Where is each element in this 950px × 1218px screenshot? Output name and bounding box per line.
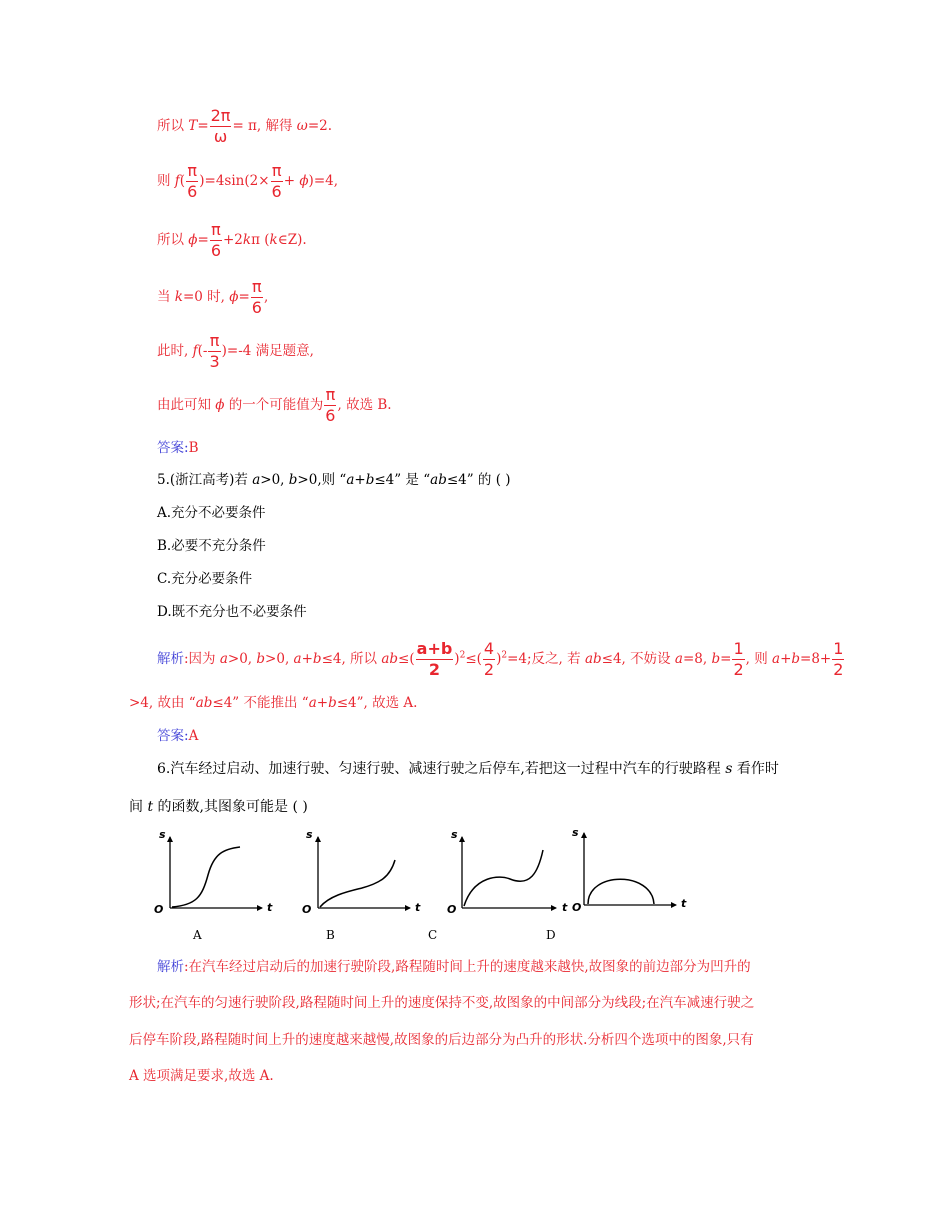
x-axis-label: t — [415, 901, 421, 914]
y-axis-label: s — [451, 828, 458, 841]
x-axis-label: t — [562, 901, 568, 914]
q5-answer: 答案:A — [157, 728, 199, 744]
q6-solution-line-3: 后停车阶段,路程随时间上升的速度越来越慢,故图象的后边部分为凸升的形状.分析四个选项中的图象,只有 — [129, 1032, 754, 1048]
q5-solution-line-2: >4, 故由 “ab≤4” 不能推出 “a+b≤4”, 故选 A. — [129, 695, 418, 711]
fraction-pi-over-6: $\frac{\pi}{6}$ — [210, 220, 221, 260]
q6-stem-line-2: 间 t 的函数,其图象可能是 ( ) — [129, 799, 308, 815]
caption-b: B — [326, 928, 335, 942]
graph-d — [572, 826, 687, 914]
q4-answer: 答案:B — [157, 440, 199, 456]
q4-solution-line-2: 则 f( $\frac{\pi}{6}$ )=4sin(2× $\frac{\pi}{6}$ + ϕ)=4, — [157, 161, 339, 201]
caption-a: A — [193, 928, 202, 942]
caption-d: D — [546, 928, 556, 942]
origin-label: O — [154, 903, 164, 916]
fraction-pi-over-6: $\frac{\pi}{6}$ — [325, 385, 336, 425]
graph-b — [302, 828, 421, 916]
x-axis-label: t — [267, 901, 273, 914]
origin-label: O — [572, 901, 582, 914]
q5-option-a: A.充分不必要条件 — [157, 505, 266, 521]
q4-solution-line-3: 所以 ϕ= $\frac{\pi}{6}$ +2kπ (k∈Z). — [157, 220, 307, 260]
q5-option-c: C.充分必要条件 — [157, 571, 253, 587]
q6-solution-line-2: 形状;在汽车的匀速行驶阶段,路程随时间上升的速度保持不变,故图象的中间部分为线段;在汽车减速行驶之 — [129, 995, 755, 1011]
q6-stem-line-1: 6.汽车经过启动、加速行驶、匀速行驶、减速行驶之后停车,若把这一过程中汽车的行驶路程 s 看作时 — [157, 761, 779, 777]
y-axis-label: s — [159, 828, 166, 841]
q6-graphs — [0, 825, 950, 945]
q6-solution-line-1: 解析:在汽车经过启动后的加速行驶阶段,路程随时间上升的速度越来越快,故图象的前边部分为凹升的 — [157, 959, 751, 975]
x-axis-label: t — [681, 897, 687, 910]
y-axis-label: s — [306, 828, 313, 841]
graph-a — [154, 828, 273, 916]
q5-option-d: D.既不充分也不必要条件 — [157, 604, 307, 620]
q4-solution-line-5: 此时, f(- $\frac{\pi}{3}$ )=-4 满足题意, — [157, 331, 314, 371]
origin-label: O — [302, 903, 312, 916]
curve-c — [464, 850, 543, 906]
q4-solution-line-4: 当 k=0 时, ϕ= $\frac{\pi}{6}$ , — [157, 277, 269, 317]
fraction-pi-over-6: $\frac{\pi}{6}$ — [187, 161, 198, 201]
fraction-1-over-2: $\frac{1}{2}$ — [733, 639, 744, 679]
curve-b — [320, 860, 395, 907]
fraction-pi-over-3: $\frac{\pi}{3}$ — [209, 331, 220, 371]
fraction-4-over-2: $\frac{4}{2}$ — [483, 639, 495, 679]
curve-a — [172, 847, 240, 907]
q4-solution-line-6: 由此可知 ϕ 的一个可能值为 $\frac{\pi}{6}$ , 故选 B. — [157, 385, 392, 425]
q4-solution-line-1: 所以 T= $\frac{2\pi}{\omega}$ = π, 解得 ω=2. — [157, 106, 333, 146]
fraction-2pi-over-omega: $\frac{2\pi}{\omega}$ — [210, 106, 231, 146]
curve-d — [588, 879, 654, 904]
graph-c — [447, 828, 568, 916]
q5-option-b: B.必要不充分条件 — [157, 538, 266, 554]
fraction-pi-over-6: $\frac{\pi}{6}$ — [251, 277, 262, 317]
q5-stem: 5.(浙江高考)若 a>0, b>0,则 “a+b≤4” 是 “ab≤4” 的 ( ) — [157, 472, 511, 488]
fraction-1-over-2: $\frac{1}{2}$ — [833, 639, 844, 679]
y-axis-label: s — [572, 826, 579, 839]
origin-label: O — [447, 903, 457, 916]
fraction-a-plus-b-over-2: $\frac{a+b}{2}$ — [416, 639, 453, 679]
fraction-pi-over-6: $\frac{\pi}{6}$ — [271, 161, 282, 201]
caption-c: C — [428, 928, 438, 942]
q6-solution-line-4: A 选项满足要求,故选 A. — [129, 1068, 274, 1084]
q5-solution-line-1: 解析:因为 a>0, b>0, a+b≤4, 所以 ab≤( $\frac{a+b}{2}$ )$^2$≤( $\frac{4}{2}$ )$^2$=4;反之, 若 ab≤4, 不妨设 a=8, b= $\frac{1}{2}$ , 则 a+b=8+ $\frac{1}{2}$ — [157, 639, 844, 679]
